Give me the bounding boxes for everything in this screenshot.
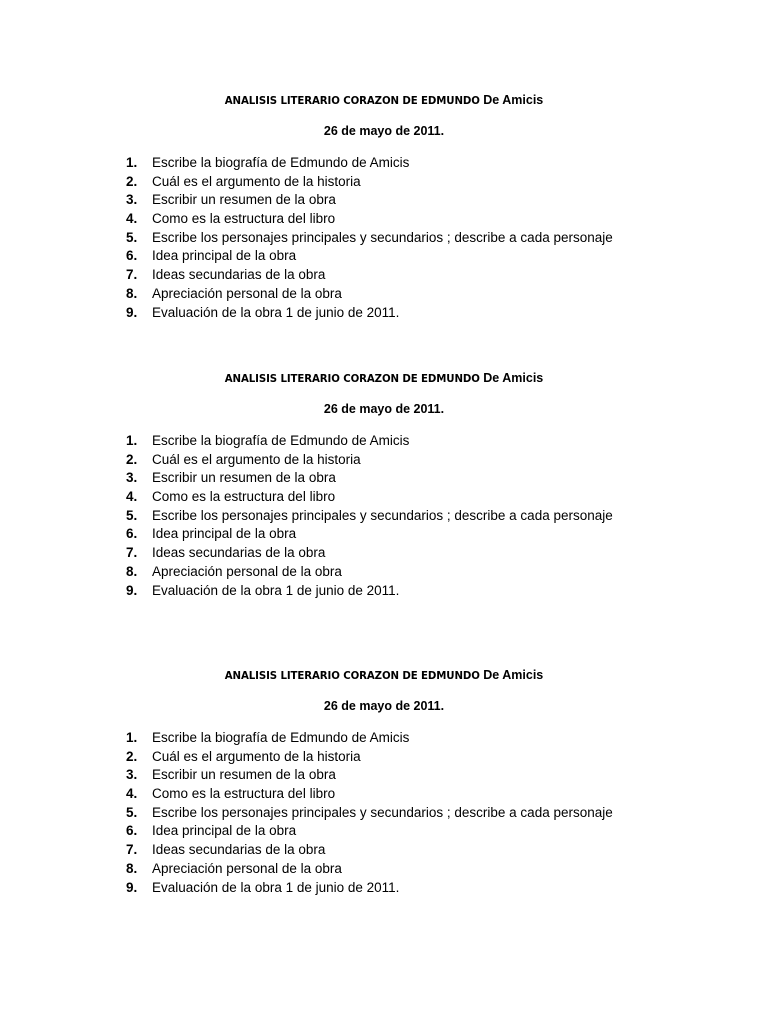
item-text: Escribe los personajes principales y secundarios ; describe a cada personaje bbox=[152, 507, 613, 523]
item-number: 3. bbox=[126, 470, 138, 486]
item-text: Escribe la biografía de Edmundo de Amicis bbox=[152, 730, 410, 745]
item-text: Como es la estructura del libro bbox=[152, 786, 336, 802]
item-number: 8. bbox=[126, 860, 138, 876]
list-item bbox=[0, 563, 700, 582]
item-number: 1. bbox=[126, 730, 138, 745]
item-text: Apreciación personal de la obra bbox=[152, 563, 342, 579]
item-number: 7. bbox=[126, 267, 138, 283]
list-item bbox=[0, 451, 700, 470]
item-text: Idea principal de la obra bbox=[152, 526, 297, 542]
list-item bbox=[0, 582, 700, 601]
list-item bbox=[0, 841, 700, 860]
item-number: 2. bbox=[126, 748, 138, 764]
item-text: Idea principal de la obra bbox=[152, 823, 297, 839]
section-title bbox=[0, 92, 768, 110]
list-item bbox=[0, 804, 700, 823]
item-number: 5. bbox=[126, 229, 138, 245]
item-number: 6. bbox=[126, 248, 138, 264]
question-list bbox=[0, 729, 700, 897]
item-text: Apreciación personal de la obra bbox=[152, 285, 342, 301]
list-item bbox=[0, 173, 700, 192]
list-item bbox=[0, 229, 700, 248]
list-item bbox=[0, 879, 700, 898]
list-item bbox=[0, 544, 700, 563]
list-item bbox=[0, 191, 700, 210]
list-item bbox=[0, 432, 700, 451]
item-number: 9. bbox=[126, 304, 138, 320]
item-text: Cuál es el argumento de la historia bbox=[152, 748, 361, 764]
item-text: Idea principal de la obra bbox=[152, 248, 297, 264]
item-text: Escribir un resumen de la obra bbox=[152, 767, 336, 783]
list-item bbox=[0, 304, 700, 323]
section-title bbox=[0, 667, 768, 685]
item-number: 6. bbox=[126, 526, 138, 542]
item-number: 3. bbox=[126, 192, 138, 208]
item-number: 5. bbox=[126, 507, 138, 523]
section-date: 26 de mayo de 2011. bbox=[323, 124, 445, 138]
question-list bbox=[0, 154, 700, 322]
item-text: Apreciación personal de la obra bbox=[152, 860, 342, 876]
section-date: 26 de mayo de 2011. bbox=[323, 699, 445, 713]
item-number: 1. bbox=[126, 155, 138, 170]
list-item bbox=[0, 766, 700, 785]
list-item bbox=[0, 507, 700, 526]
item-number: 8. bbox=[126, 285, 138, 301]
item-number: 4. bbox=[126, 211, 138, 227]
item-text: Escribe los personajes principales y secundarios ; describe a cada personaje bbox=[152, 804, 613, 820]
item-text: Ideas secundarias de la obra bbox=[152, 545, 326, 561]
item-text: Evaluación de la obra 1 de junio de 2011. bbox=[152, 582, 400, 598]
section-title-main: ANALISIS LITERARIO CORAZON DE EDMUNDO bbox=[224, 374, 484, 385]
item-number: 9. bbox=[126, 879, 138, 895]
item-text: Escribe la biografía de Edmundo de Amicis bbox=[152, 433, 410, 448]
item-number: 7. bbox=[126, 545, 138, 561]
section-date: 26 de mayo de 2011. bbox=[323, 402, 445, 416]
item-text: Ideas secundarias de la obra bbox=[152, 842, 326, 858]
list-item bbox=[0, 210, 700, 229]
item-number: 2. bbox=[126, 173, 138, 189]
section-title-main: ANALISIS LITERARIO CORAZON DE EDMUNDO bbox=[224, 96, 484, 107]
list-item bbox=[0, 469, 700, 488]
item-text: Escribe los personajes principales y secundarios ; describe a cada personaje bbox=[152, 229, 613, 245]
item-text: Como es la estructura del libro bbox=[152, 489, 336, 505]
item-number: 8. bbox=[126, 563, 138, 579]
item-number: 2. bbox=[126, 451, 138, 467]
item-number: 4. bbox=[126, 489, 138, 505]
item-text: Evaluación de la obra 1 de junio de 2011. bbox=[152, 304, 400, 320]
item-text: Escribir un resumen de la obra bbox=[152, 470, 336, 486]
item-number: 1. bbox=[126, 433, 138, 448]
item-number: 3. bbox=[126, 767, 138, 783]
list-item bbox=[0, 488, 700, 507]
list-item bbox=[0, 266, 700, 285]
list-item bbox=[0, 860, 700, 879]
list-item bbox=[0, 729, 700, 748]
item-number: 4. bbox=[126, 786, 138, 802]
list-item bbox=[0, 247, 700, 266]
section-title-author: De Amicis bbox=[483, 93, 544, 107]
question-list bbox=[0, 432, 700, 600]
item-text: Ideas secundarias de la obra bbox=[152, 267, 326, 283]
item-number: 5. bbox=[126, 804, 138, 820]
item-text: Como es la estructura del libro bbox=[152, 211, 336, 227]
item-number: 7. bbox=[126, 842, 138, 858]
item-text: Escribe la biografía de Edmundo de Amicis bbox=[152, 155, 410, 170]
list-item bbox=[0, 154, 700, 173]
list-item bbox=[0, 785, 700, 804]
section-title-main: ANALISIS LITERARIO CORAZON DE EDMUNDO bbox=[224, 671, 484, 682]
list-item bbox=[0, 822, 700, 841]
section-title-author: De Amicis bbox=[483, 668, 544, 682]
item-number: 9. bbox=[126, 582, 138, 598]
item-number: 6. bbox=[126, 823, 138, 839]
item-text: Evaluación de la obra 1 de junio de 2011. bbox=[152, 879, 400, 895]
list-item bbox=[0, 748, 700, 767]
section-title-author: De Amicis bbox=[483, 371, 544, 385]
item-text: Cuál es el argumento de la historia bbox=[152, 451, 361, 467]
list-item bbox=[0, 285, 700, 304]
item-text: Escribir un resumen de la obra bbox=[152, 192, 336, 208]
item-text: Cuál es el argumento de la historia bbox=[152, 173, 361, 189]
list-item bbox=[0, 525, 700, 544]
section-title bbox=[0, 370, 768, 388]
